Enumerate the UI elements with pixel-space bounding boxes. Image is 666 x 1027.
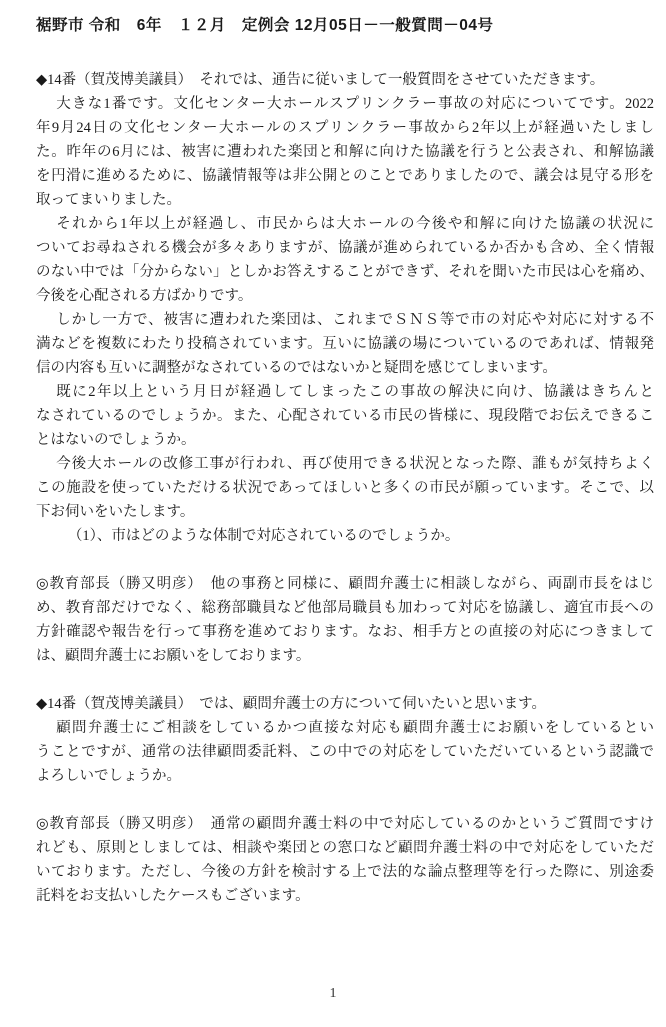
document-line: 取ってまいりました。 bbox=[36, 192, 181, 208]
document-line: は、顧問弁護士にお願いをしております。 bbox=[36, 648, 311, 664]
document-line: ◎教育部長（勝又明彦） 他の事務と同様に、顧問弁護士に相談しながら、両副市長をはじ bbox=[36, 576, 654, 592]
document-line: 大きな1番です。文化センター大ホールスプリンクラー事故の対応についてです。2022 bbox=[56, 96, 654, 112]
document-line: いております。ただし、今後の方針を検討する上で法的な論点整理等を行った際に、別途委 bbox=[36, 864, 654, 880]
document-line: 方針確認や報告を行って事務を進めております。なお、相手方との直接の対応につきまして bbox=[36, 624, 654, 640]
speech-section-question-1 bbox=[36, 68, 654, 548]
document-line: 今後大ホールの改修工事が行われ、再び使用できる状況となった際、誰もが気持ちよく bbox=[56, 456, 654, 472]
document-line: なされているのでしょうか。また、心配されている市民の皆様に、現段階でお伝えできるこ bbox=[36, 408, 654, 424]
speech-section-answer-2 bbox=[36, 812, 654, 908]
document-line: め、教育部だけでなく、総務部職員など他部局職員も加わって対応を協議し、適宜市長への bbox=[36, 600, 654, 616]
document-line: （1）、市はどのような体制で対応されているのでしょうか。 bbox=[67, 528, 460, 544]
document-line: 顧問弁護士にご相談をしているかつ直接な対応も顧問弁護士にお願いをしているとい bbox=[56, 720, 654, 736]
speech-section-question-2 bbox=[36, 692, 654, 788]
document-line: ◆14番（賀茂博美議員） それでは、通告に従いまして一般質問をさせていただきます。 bbox=[36, 72, 605, 88]
document-line: とはないのでしょうか。 bbox=[36, 432, 196, 448]
document-line: 既に2年以上という月日が経過してしまったこの事故の解決に向け、協議はきちんと bbox=[56, 384, 654, 400]
page-number: 1 bbox=[329, 986, 337, 1001]
document-header: 裾野市 令和 6年 １２月 定例会 12月05日－一般質問－04号 bbox=[36, 17, 494, 34]
document-line: れども、原則としましては、相談や楽団との窓口など顧問弁護士料の中で対応をしていただ bbox=[36, 840, 654, 856]
document-line: た。昨年の6月には、被害に遭われた楽団と和解に向けた協議を行うと公表され、和解協議 bbox=[36, 144, 654, 160]
speech-section-answer-1 bbox=[36, 572, 654, 668]
document-line: 年9月24日の文化センター大ホールのスプリンクラー事故から2年以上が経過いたしまし bbox=[36, 120, 654, 136]
document-line: よろしいでしょうか。 bbox=[36, 768, 181, 784]
document-line: のない中では「分からない」としかお答えすることができず、それを聞いた市民は心を痛め、 bbox=[36, 264, 654, 280]
document-line: を円滑に進めるために、協議情報等は非公開とのことでありましたので、議会は見守る形を bbox=[36, 168, 654, 184]
document-line: 信の内容も互いに調整がなされているのではないかと疑問を感じてしまいます。 bbox=[36, 360, 557, 376]
document-line: 今後を心配される方ばかりです。 bbox=[36, 288, 253, 304]
document-line: それから1年以上が経過し、市民からは大ホールの今後や和解に向けた協議の状況に bbox=[56, 216, 654, 232]
document-line: ◆14番（賀茂博美議員） では、顧問弁護士の方について伺いたいと思います。 bbox=[36, 696, 546, 712]
document-line: 下お伺いをいたします。 bbox=[36, 504, 195, 520]
document-line: ついてお尋ねされる機会が多々ありますが、協議が進められているか否かも含め、全く情報 bbox=[36, 240, 654, 256]
document-line: しかし一方で、被害に遭われた楽団は、これまでＳＮＳ等で市の対応や対応に対する不 bbox=[56, 312, 654, 328]
document-line: 託料をお支払いしたケースもございます。 bbox=[36, 888, 310, 904]
document-line: 満などを複数にわたり投稿されています。互いに協議の場についているのであれば、情報発 bbox=[36, 336, 654, 352]
document-line: うことですが、通常の法律顧問委託料、この中での対応をしていただいているという認識で bbox=[36, 744, 654, 760]
document-body bbox=[36, 68, 654, 908]
document-line: この施設を使っていただける状況であってほしいと多くの市民が願っています。そこで、以 bbox=[36, 480, 654, 496]
document-line: ◎教育部長（勝又明彦） 通常の顧問弁護士料の中で対応しているのかというご質問ですけ bbox=[36, 816, 654, 832]
